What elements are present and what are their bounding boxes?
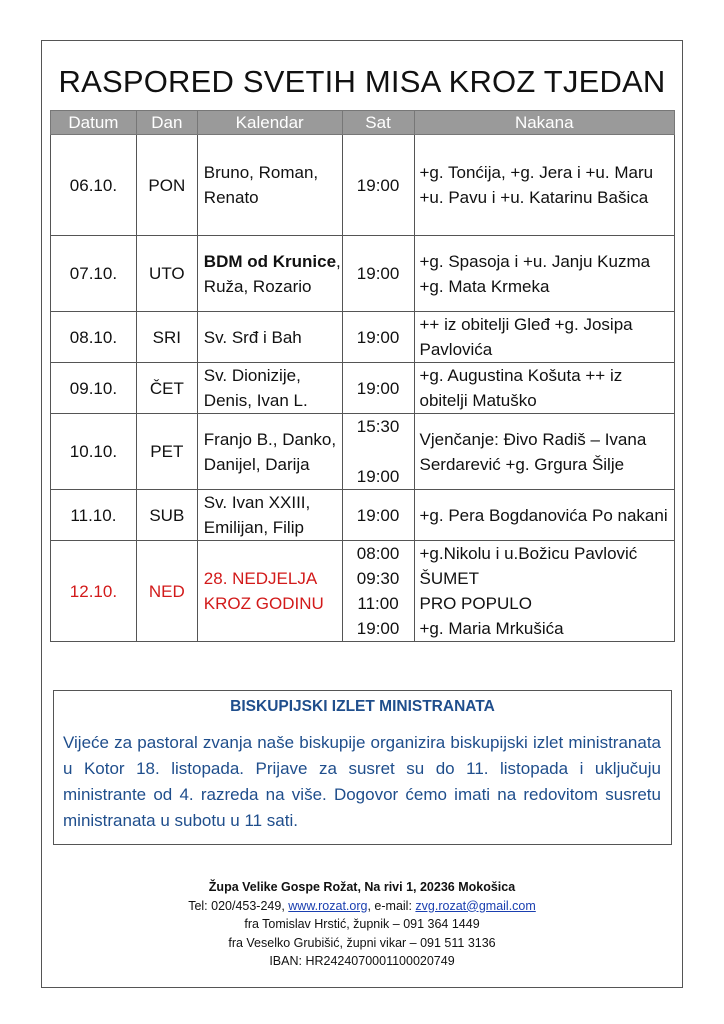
row-time: 19:00 [342,135,414,236]
row-calendar: Franjo B., Danko, Danijel, Darija [197,414,342,490]
row-time: 19:00 [342,312,414,363]
mass-schedule-table [50,110,675,642]
header-date: Datum [51,111,137,135]
header-day: Dan [136,111,197,135]
iban-line: IBAN: HR2424070001100020749 [269,954,455,968]
row-date: 06.10. [51,135,137,236]
vicar-line: fra Veselko Grubišić, župni vikar – 091 511 3136 [228,935,496,950]
header-time: Sat [342,111,414,135]
row-calendar: Bruno, Roman, Renato [197,135,342,236]
row-date: 07.10. [51,236,137,312]
time-slot: 11:00 [357,594,399,613]
row-date: 10.10. [51,414,137,490]
row-day: SUB [136,490,197,541]
website-link[interactable]: www.rozat.org [288,898,368,913]
row-time [342,541,414,642]
row-date: 09.10. [51,363,137,414]
row-calendar: 28. NEDJELJA KROZ GODINU [197,541,342,642]
page-title: RASPORED SVETIH MISA KROZ TJEDAN [58,64,666,99]
row-intention: +g. Spasoja i +u. Janju Kuzma +g. Mata Krmeka [414,236,675,312]
notice-box [53,690,672,845]
row-date: 12.10. [51,541,137,642]
intention-line: PRO POPULO [419,594,532,613]
notice-body: Vijeće za pastoral zvanja naše biskupije organizira biskupijski izlet ministranata u Kotor 18. listopada. Prijave za susret su do 11. listopada i uključuju ministrante od 4. razreda na više. Dogovor ćemo imati na redovitom susretu ministranata u subotu u 11 sati. [63,733,661,830]
table-row [51,490,675,541]
calendar-names: , Ruža, Rozario [203,251,341,296]
row-day: ČET [136,363,197,414]
table-row [51,363,675,414]
row-calendar [197,236,342,312]
row-time: 19:00 [342,236,414,312]
row-day: UTO [136,236,197,312]
table-header-row [51,111,675,135]
feast-name: BDM od Krunice [203,251,337,271]
row-time: 19:00 [342,363,414,414]
row-calendar: Sv. Ivan XXIII, Emilijan, Filip [197,490,342,541]
time-slot: 09:30 [356,569,400,588]
row-intention: +g. Tonćija, +g. Jera i +u. Maru +u. Pavu i +u. Katarinu Bašica [414,135,675,236]
row-day: NED [136,541,197,642]
table-row [51,236,675,312]
row-time: 19:00 [342,490,414,541]
row-date: 08.10. [51,312,137,363]
row-intention: +g. Pera Bogdanovića Po nakani [414,490,675,541]
row-day: PET [136,414,197,490]
header-intention: Nakana [414,111,675,135]
table-row [51,541,675,642]
time-slot: 19:00 [356,467,400,486]
row-intention: Vjenčanje: Đivo Radiš – Ivana Serdarević +g. Grgura Šilje [414,414,675,490]
phone-text: Tel: 020/453-249, [188,898,289,913]
footer [41,878,683,971]
table-row [51,135,675,236]
row-calendar: Sv. Dionizije, Denis, Ivan L. [197,363,342,414]
row-day: PON [136,135,197,236]
time-slot: 15:30 [356,417,400,436]
row-intention: +g. Augustina Košuta ++ iz obitelji Matuško [414,363,675,414]
pastor-line: fra Tomislav Hrstić, župnik – 091 364 1449 [244,917,480,931]
email-link[interactable]: zvg.rozat@gmail.com [415,898,536,913]
time-slot: 19:00 [356,619,400,638]
notice-title: BISKUPIJSKI IZLET MINISTRANATA [230,698,495,715]
contact-line [41,897,683,916]
row-day: SRI [136,312,197,363]
table-row [51,414,675,490]
row-calendar: Sv. Srđ i Bah [197,312,342,363]
intention-line: +g.Nikolu i u.Božicu Pavlović [419,544,638,563]
intention-line: +g. Maria Mrkušića [419,619,564,638]
row-date: 11.10. [51,490,137,541]
row-intention: ++ iz obitelji Gleđ +g. Josipa Pavlovića [414,312,675,363]
intention-line: ŠUMET [419,569,479,588]
time-slot: 08:00 [356,544,400,563]
row-time [342,414,414,490]
row-intention [414,541,675,642]
header-calendar: Kalendar [197,111,342,135]
table-row [51,312,675,363]
parish-address: Župa Velike Gospe Rožat, Na rivi 1, 20236 Mokošica [208,880,516,894]
email-label: , e-mail: [367,898,416,913]
